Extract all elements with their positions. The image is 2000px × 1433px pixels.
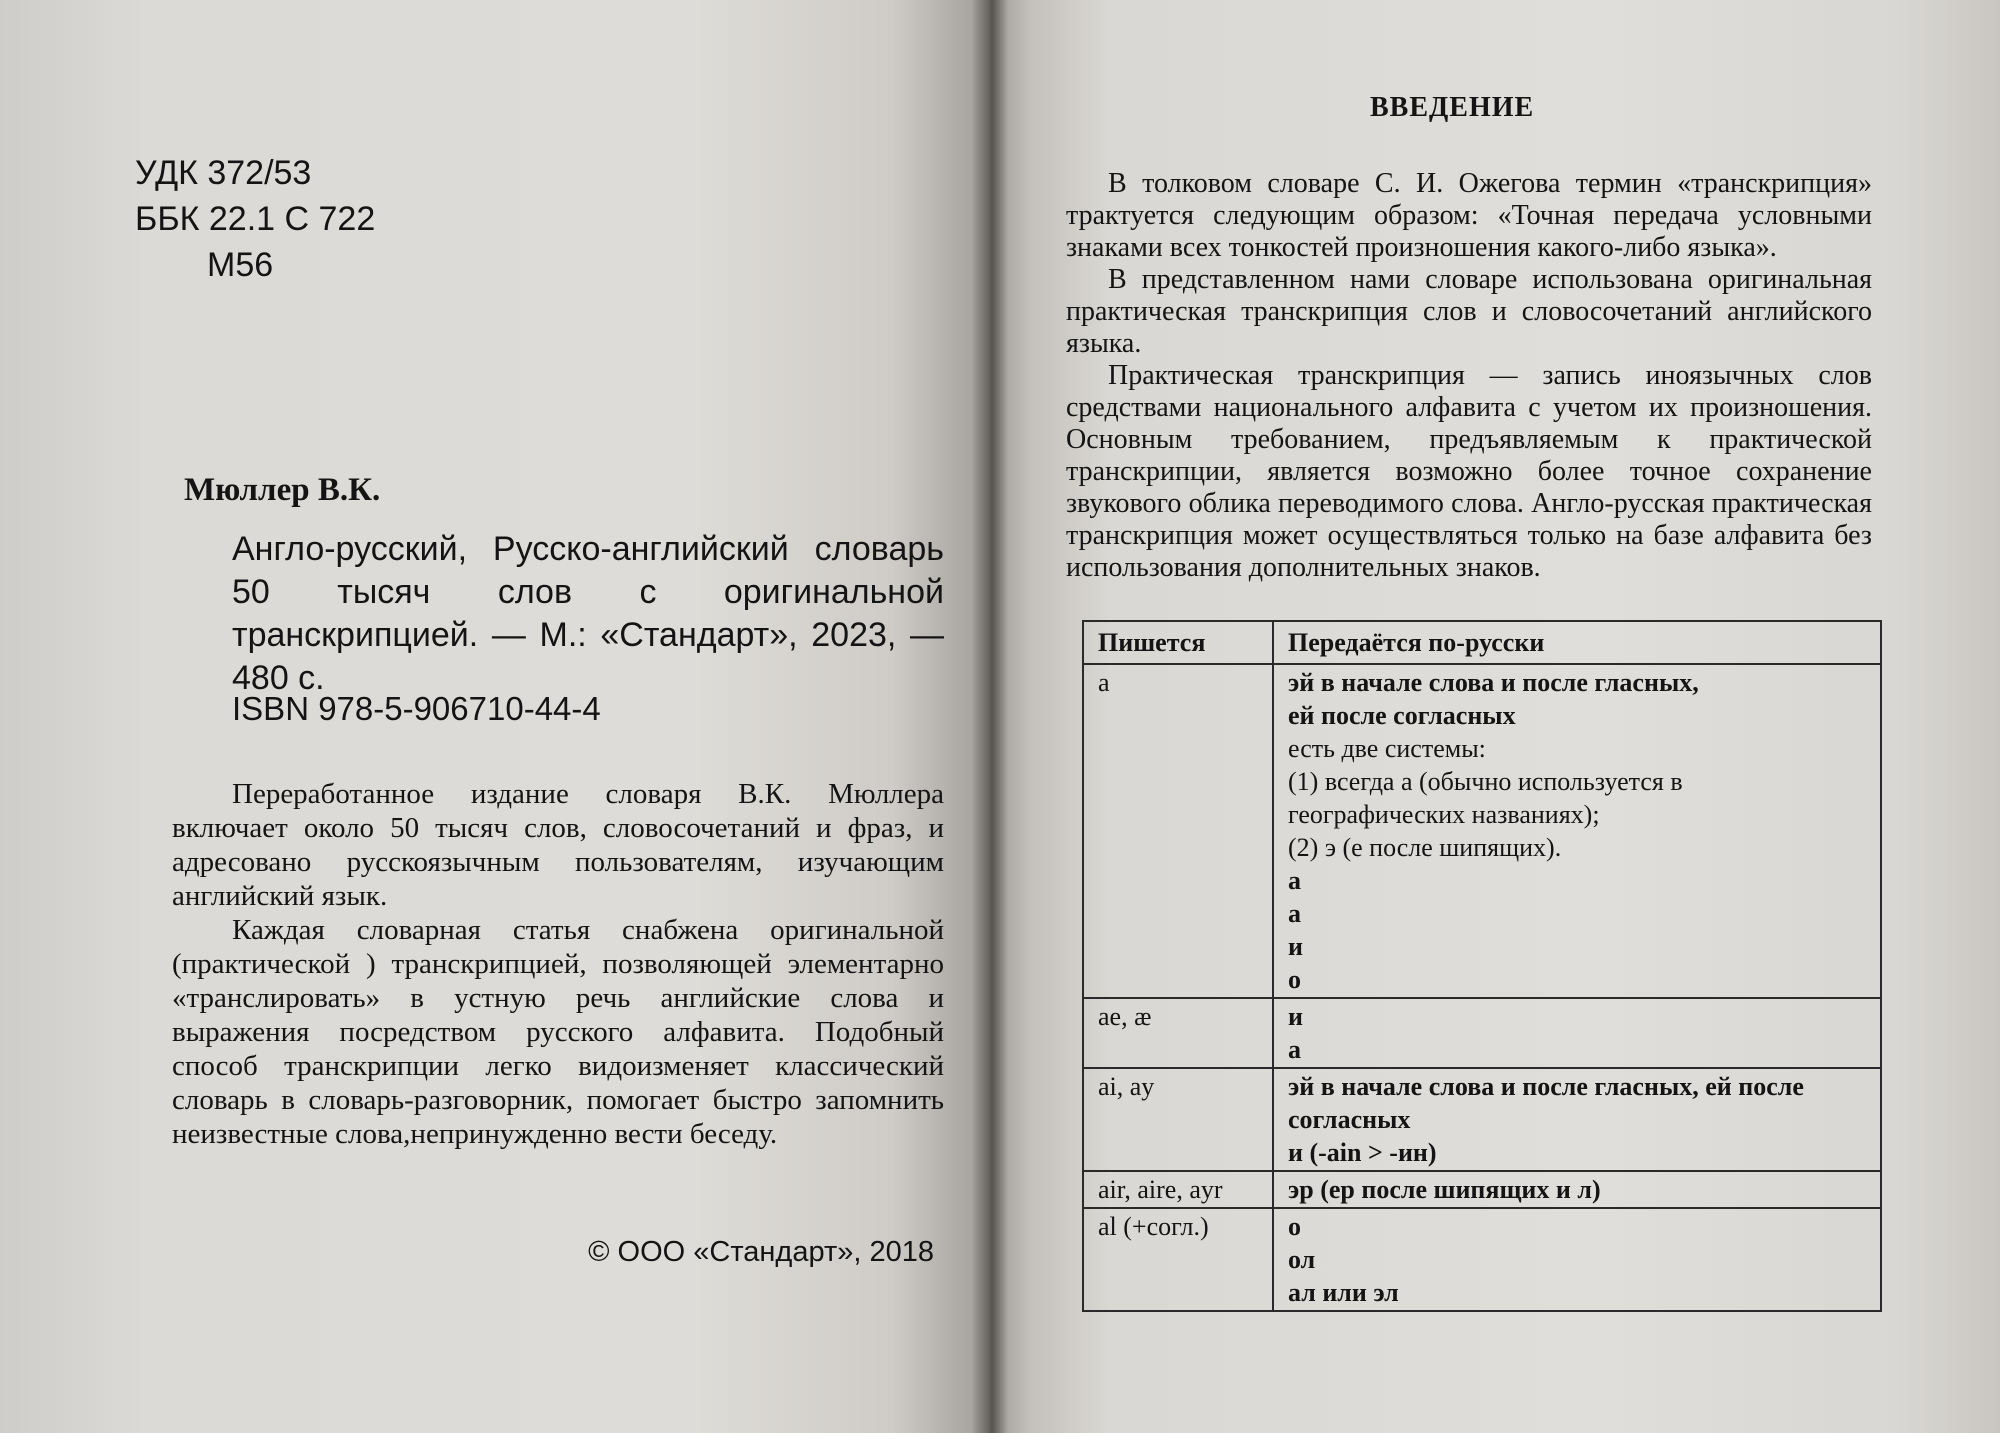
author-mark: М56 bbox=[207, 246, 274, 284]
intro-text bbox=[1066, 168, 1872, 584]
written-cell: ai, ay bbox=[1083, 1068, 1273, 1171]
cell-line: а bbox=[1288, 899, 1301, 928]
cell-line: о bbox=[1288, 1212, 1301, 1241]
book-gutter bbox=[972, 0, 1008, 1433]
written-cell: ae, æ bbox=[1083, 998, 1273, 1068]
russian-cell bbox=[1273, 1171, 1881, 1208]
cell-line: а bbox=[1288, 1035, 1301, 1064]
table-row bbox=[1083, 1068, 1881, 1171]
table-row bbox=[1083, 664, 1881, 998]
russian-cell bbox=[1273, 1068, 1881, 1171]
classification-block bbox=[135, 150, 375, 288]
left-page bbox=[0, 0, 990, 1433]
cell-line: эй в начале слова и после гласных, bbox=[1288, 668, 1699, 697]
copyright: © ООО «Стандарт», 2018 bbox=[588, 1236, 934, 1268]
written-cell: al (+согл.) bbox=[1083, 1208, 1273, 1311]
annotation-paragraph: Каждая словарная статья снабжена оригинальной (практической ) транскрипцией, позволяющей элементарно «транслировать» в устную речь английские слова и выражения посредством русского алфавита. Подобный способ транскрипции легко видоизменяет классический словарь в словарь-разговорник, помогает быстро запомнить неизвестные слова,непринужденно вести беседу. bbox=[172, 914, 944, 1150]
russian-cell bbox=[1273, 1208, 1881, 1311]
cell-line: (1) всегда а (обычно используется в географических названиях); bbox=[1288, 767, 1683, 829]
intro-paragraph: В толковом словаре С. И. Ожегова термин «транскрипция» трактуется следующим образом: «Точная передача условными знаками всех тонкостей произношения какого-либо языка». bbox=[1066, 168, 1872, 263]
table-row bbox=[1083, 1171, 1881, 1208]
right-page bbox=[990, 0, 2000, 1433]
written-cell: а bbox=[1083, 664, 1273, 998]
bibliographic-citation: Англо-русский, Русско-английский словарь 50 тысяч слов с оригинальной транскрипцией. — М.: «Стандарт», 2023, — 480 с. bbox=[232, 530, 944, 697]
cell-line: о bbox=[1288, 965, 1301, 994]
page-title: ВВЕДЕНИЕ bbox=[1370, 92, 1535, 123]
table-row bbox=[1083, 998, 1881, 1068]
russian-cell bbox=[1273, 998, 1881, 1068]
author-name: Мюллер В.К. bbox=[184, 472, 381, 508]
table-header-row bbox=[1083, 621, 1881, 664]
annotation-paragraph: Переработанное издание словаря В.К. Мюллера включает около 50 тысяч слов, словосочетаний и фраз, и адресовано русскоязычным пользователям, изучающим английский язык. bbox=[172, 778, 944, 912]
isbn: ISBN 978-5-906710-44-4 bbox=[232, 690, 601, 727]
table-row bbox=[1083, 1208, 1881, 1311]
cell-line: эр (ер после шипящих и л) bbox=[1288, 1175, 1601, 1204]
udk-code: УДК 372/53 bbox=[135, 154, 312, 192]
cell-line: и bbox=[1288, 1002, 1303, 1031]
cell-line: есть две системы: bbox=[1288, 734, 1486, 763]
cell-line: эй в начале слова и после гласных, ей после согласных bbox=[1288, 1072, 1804, 1134]
cell-line: (2) э (е после шипящих). bbox=[1288, 833, 1562, 862]
cell-line: и (-ain > -ин) bbox=[1288, 1138, 1437, 1167]
russian-cell bbox=[1273, 664, 1881, 998]
bbk-code: ББК 22.1 С 722 bbox=[135, 200, 376, 238]
column-header-written: Пишется bbox=[1083, 621, 1273, 664]
cell-line: и bbox=[1288, 932, 1303, 961]
cell-line: ал или эл bbox=[1288, 1278, 1399, 1307]
cell-line: ей после согласных bbox=[1288, 701, 1516, 730]
transliteration-table bbox=[1082, 620, 1882, 1312]
cell-line: а bbox=[1288, 866, 1301, 895]
intro-paragraph: В представленном нами словаре использована оригинальная практическая транскрипция слов и словосочетаний английского языка. bbox=[1066, 264, 1872, 359]
column-header-russian: Передаётся по-русски bbox=[1273, 621, 1881, 664]
intro-paragraph: Практическая транскрипция — запись иноязычных слов средствами национального алфавита с учетом их произношения. Основным требованием, предъявляемым к практической транскрипции, является возможно более точное сохранение звукового облика переводимого слова. Англо-русская практическая транскрипция может осуществляться только на базе алфавита без использования дополнительных знаков. bbox=[1066, 360, 1872, 583]
written-cell: air, aire, ayr bbox=[1083, 1171, 1273, 1208]
annotation bbox=[172, 777, 944, 1151]
cell-line: ол bbox=[1288, 1245, 1316, 1274]
